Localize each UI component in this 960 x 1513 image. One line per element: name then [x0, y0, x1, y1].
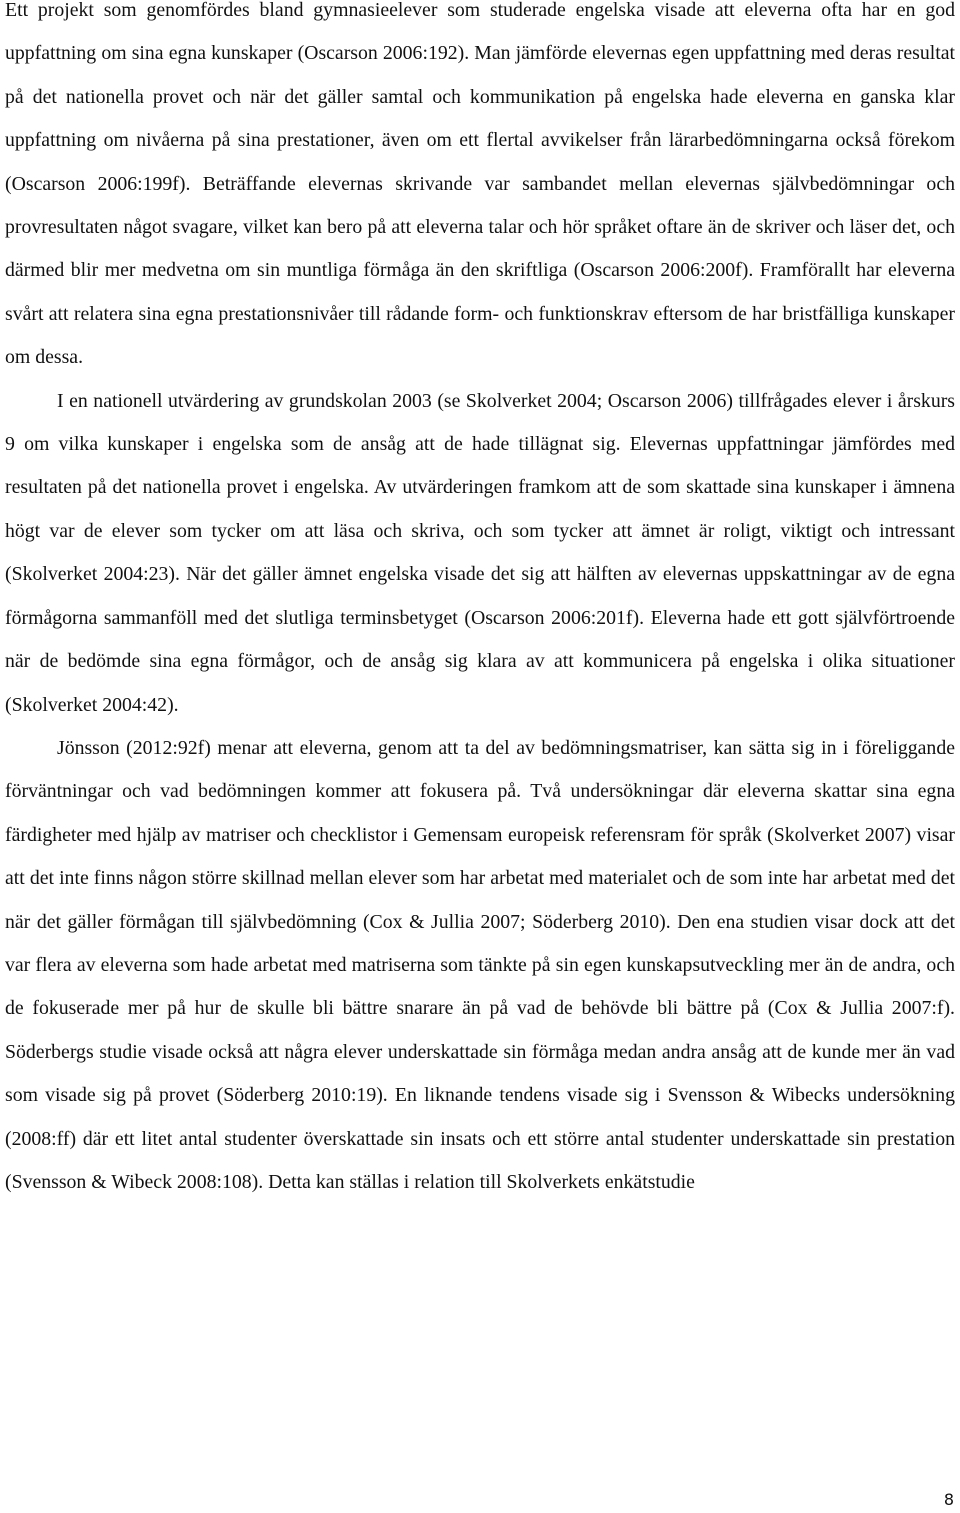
paragraph-national-evaluation: I en nationell utvärdering av grundskolan 2003 (se Skolverket 2004; Oscarson 2006) tillfrågades elever i årskurs 9 om vilka kunskaper i engelska som de ansåg att de hade tillägnat sig. Elevernas uppfattningar jämfördes med resultaten på det nationella provet i engelska. Av utvärderingen framkom att de som skattade sina kunskaper i ämnena högt var de elever som tycker om att läsa och skriva, och som tycker att ämnet är roligt, viktigt och intressant (Skolverket 2004:23). När det gäller ämnet engelska visade det sig att hälften av elevernas uppskattningar av de egna förmågorna sammanföll med det slutliga terminsbetyget (Oscarson 2006:201f). Eleverna hade ett gott självförtroende när de bedömde sina egna förmågor, och de ansåg sig klara av att kommunicera på engelska i olika situationer (Skolverket 2004:42). — [5, 389, 955, 716]
page-number: 8 — [943, 1490, 954, 1509]
paragraph-self-assessment-project: Ett projekt som genomfördes bland gymnasieelever som studerade engelska visade att eleverna ofta har en god uppfattning om sina egna kunskaper (Oscarson 2006:192). Man jämförde elevernas egen uppfattning med deras resultat på det nationella provet och när det gäller samtal och kommunikation på engelska hade eleverna en ganska klar uppfattning om nivåerna på sina prestationer, även om ett flertal avvikelser från lärarbedömningarna också förekom (Oscarson 2006:199f). Beträffande elevernas skrivande var sambandet mellan elevernas självbedömningar och provresultaten något svagare, vilket kan bero på att eleverna talar och hör språket oftare än de skriver och läser det, och därmed blir mer medvetna om sin muntliga förmåga än den skriftliga (Oscarson 2006:200f). Framförallt har eleverna svårt att relatera sina egna prestationsnivåer till rådande form- och funktionskrav eftersom de har bristfälliga kunskaper om dessa. — [5, 0, 955, 369]
paragraph-assessment-matrices: Jönsson (2012:92f) menar att eleverna, genom att ta del av bedömningsmatriser, kan sätta sig in i föreliggande förväntningar och vad bedömningen kommer att fokusera på. Två undersökningar där eleverna skattar sina egna färdigheter med hjälp av matriser och checklistor i Gemensam europeisk referensram för språk (Skolverket 2007) visar att det inte finns någon större skillnad mellan elever som har arbetat med materialet och de som inte har arbetat med det när det gäller förmågan till självbedömning (Cox & Jullia 2007; Söderberg 2010). Den ena studien visar dock att det var flera av eleverna som hade arbetat med matriserna som tänkte på sin egen kunskapsutveckling mer än de andra, och de fokuserade mer på hur de skulle bli bättre snarare än på vad de behövde bli bättre på (Cox & Jullia 2007:f). Söderbergs studie visade också att några elever underskattade sin förmåga medan andra ansåg att de kunde mer än vad som visade sig på provet (Söderberg 2010:19). En liknande tendens visade sig i Svensson & Wibecks undersökning (2008:ff) där ett litet antal studenter överskattade sin insats och ett större antal studenter underskattade sin prestation (Svensson & Wibeck 2008:108). Detta kan ställas i relation till Skolverkets enkätstudie — [5, 736, 955, 1193]
document-page — [5, 0, 955, 1204]
